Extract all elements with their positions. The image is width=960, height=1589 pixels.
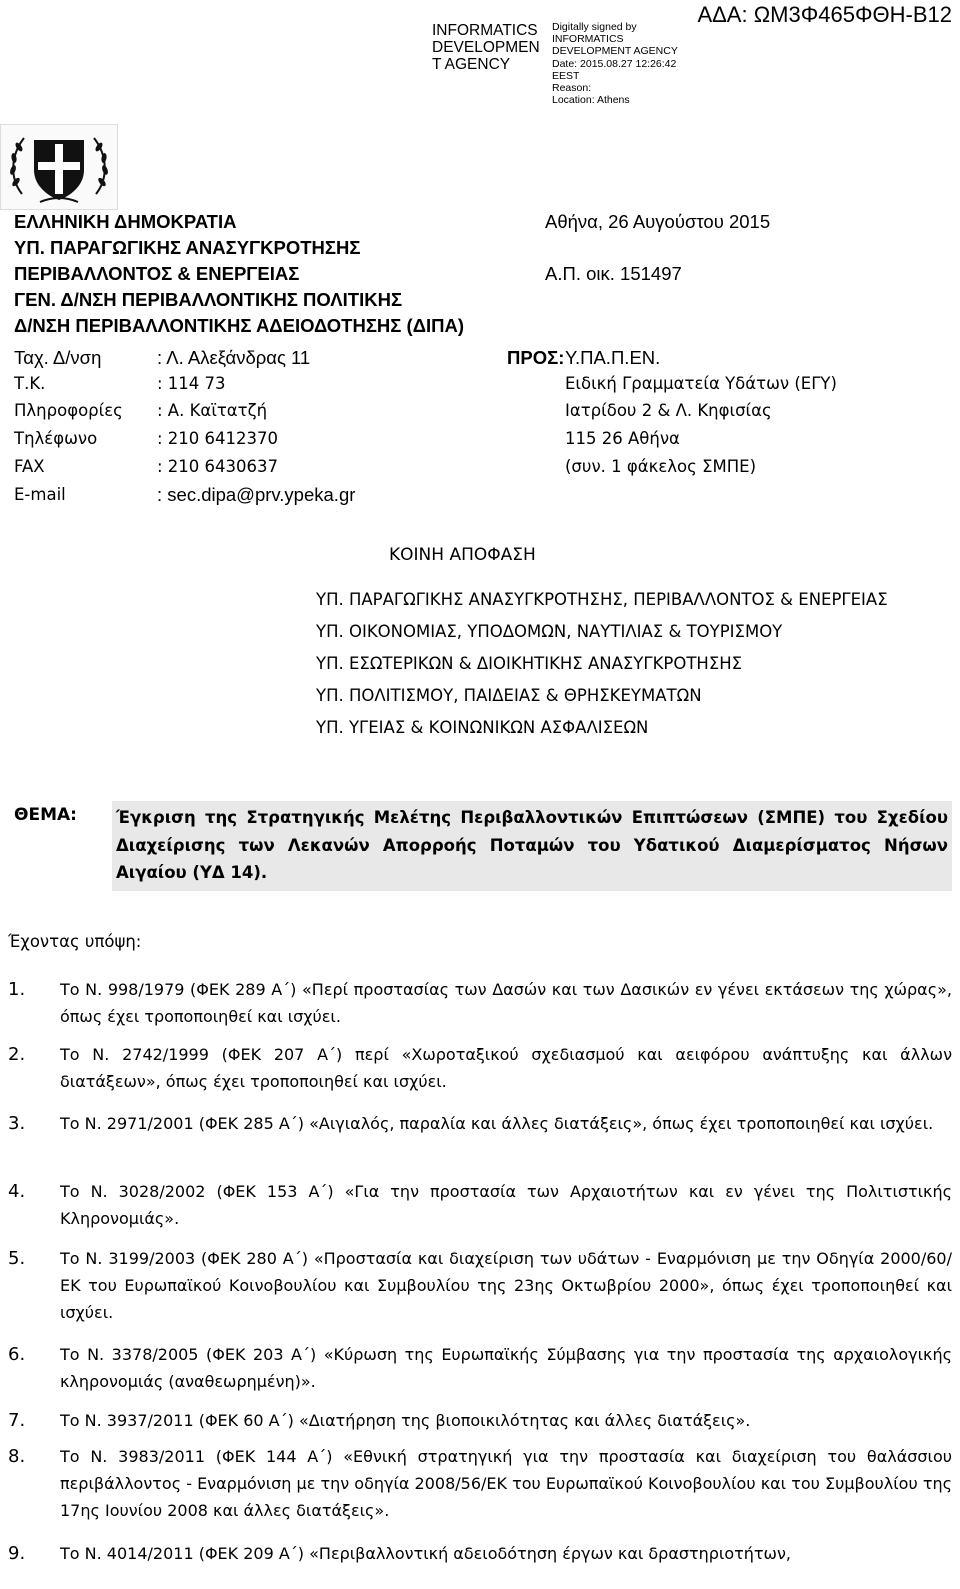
contact-label: FAX (14, 457, 45, 476)
list-item-text: Το Ν. 3983/2011 (ΦΕΚ 144 Α΄) «Εθνική στρατηγική για την προστασία και διαχείριση του θαλάσσιου περιβάλλοντος - Εναρμόνιση με την οδηγία 2008/56/ΕΚ του Ευρωπαϊκού Κοινοβουλίου και του Συμβουλίου της 17ης Ιουνίου 2008 και άλλες διατάξεις». (60, 1447, 952, 1520)
authority-line: Δ/ΝΣΗ ΠΕΡΙΒΑΛΛΟΝΤΙΚΗΣ ΑΔΕΙΟΔΟΤΗΣΗΣ (ΔΙΠΑ) (14, 315, 465, 336)
signature-detail-line: Location: Athens (552, 94, 630, 107)
authority-line: ΠΕΡΙΒΑΛΛΟΝΤΟΣ & ΕΝΕΡΓΕΙΑΣ (14, 263, 300, 284)
signature-details (552, 21, 678, 106)
list-item-number: 3. (8, 1113, 26, 1134)
recipient-line: Ειδική Γραμματεία Υδάτων (ΕΓΥ) (565, 374, 837, 393)
signature-detail-line: Date: 2015.08.27 12:26:42 (552, 57, 677, 70)
contact-label: E-mail (14, 485, 66, 504)
recipient-line: (συν. 1 φάκελος ΣΜΠΕ) (565, 457, 757, 476)
recipient-label: ΠΡΟΣ: (507, 347, 565, 368)
list-item-number: 4. (8, 1181, 26, 1202)
recipient-line: 115 26 Αθήνα (565, 429, 680, 448)
contact-label: Ταχ. Δ/νση (14, 347, 102, 368)
decision-title: ΚΟΙΝΗ ΑΠΟΦΑΣΗ (389, 545, 536, 565)
recipient-line: Υ.ΠΑ.Π.ΕΝ. (565, 347, 661, 368)
list-item-number: 5. (8, 1248, 26, 1269)
coat-of-arms-icon (0, 124, 118, 210)
list-item-text: Το Ν. 3937/2011 (ΦΕΚ 60 Α΄) «Διατήρηση της βιοποικιλότητας και άλλες διατάξεις». (60, 1411, 751, 1430)
authority-line: ΥΠ. ΠΑΡΑΓΩΓΙΚΗΣ ΑΝΑΣΥΓΚΡΟΤΗΣΗΣ (14, 237, 361, 258)
contact-value: : 114 73 (157, 374, 226, 393)
recipient-line: Ιατρίδου 2 & Λ. Κηφισίας (565, 401, 772, 420)
signature-detail-line: EEST (552, 69, 580, 82)
ministry-line: ΥΠ. ΕΣΩΤΕΡΙΚΩΝ & ΔΙΟΙΚΗΤΙΚΗΣ ΑΝΑΣΥΓΚΡΟΤΗΣΗΣ (316, 654, 743, 673)
subject-label: ΘΕΜΑ: (14, 805, 77, 825)
authority-line: ΓΕΝ. Δ/ΝΣΗ ΠΕΡΙΒΑΛΛΟΝΤΙΚΗΣ ΠΟΛΙΤΙΚΗΣ (14, 289, 403, 310)
ministry-line: ΥΠ. ΥΓΕΙΑΣ & ΚΟΙΝΩΝΙΚΩΝ ΑΣΦΑΛΙΣΕΩΝ (316, 718, 649, 737)
list-item-text: Το Ν. 2742/1999 (ΦΕΚ 207 Α΄) περί «Χωροταξικού σχεδιασμού και αειφόρου ανάπτυξης και άλλων διατάξεων», όπως έχει τροποποιηθεί και ισχύει. (60, 1045, 952, 1091)
list-item-number: 8. (8, 1446, 26, 1467)
list-item-text: Το Ν. 998/1979 (ΦΕΚ 289 Α΄) «Περί προστασίας των Δασών και των Δασικών εν γένει εκτάσεων της χώρας», όπως έχει τροποποιηθεί και ισχύει. (60, 980, 952, 1026)
signature-detail-line: Digitally signed by (552, 21, 637, 33)
contact-label: Πληροφορίες (14, 401, 123, 420)
ministry-line: ΥΠ. ΠΑΡΑΓΩΓΙΚΗΣ ΑΝΑΣΥΓΚΡΟΤΗΣΗΣ, ΠΕΡΙΒΑΛΛΟΝΤΟΣ & ΕΝΕΡΓΕΙΑΣ (316, 590, 888, 609)
list-item-number: 9. (8, 1543, 26, 1564)
list-item-number: 7. (8, 1410, 26, 1431)
signature-org-line: T AGENCY (432, 56, 511, 73)
contact-value: : 210 6430637 (157, 457, 279, 476)
list-item-text: Το Ν. 3028/2002 (ΦΕΚ 153 Α΄) «Για την προστασία των Αρχαιοτήτων και εν γένει της Πολιτιστικής Κληρονομιάς». (60, 1182, 952, 1228)
contact-value: : Α. Καϊτατζή (157, 401, 268, 420)
document-date: Αθήνα, 26 Αυγούστου 2015 (545, 211, 771, 232)
contact-value: : Λ. Αλεξάνδρας 11 (157, 347, 311, 368)
contact-label: Τηλέφωνο (14, 429, 98, 448)
contact-value: : 210 6412370 (157, 429, 279, 448)
considering-heading: Έχοντας υπόψη: (8, 932, 142, 951)
ministry-line: ΥΠ. ΠΟΛΙΤΙΣΜΟΥ, ΠΑΙΔΕΙΑΣ & ΘΡΗΣΚΕΥΜΑΤΩΝ (316, 686, 702, 705)
email-link[interactable]: : sec.dipa@prv.ypeka.gr (157, 484, 356, 505)
protocol-number: Α.Π. οικ. 151497 (545, 263, 682, 284)
list-item-text: Το Ν. 4014/2011 (ΦΕΚ 209 Α΄) «Περιβαλλοντική αδειοδότηση έργων και δραστηριοτήτων, (60, 1544, 791, 1563)
list-item-number: 1. (8, 979, 26, 1000)
list-item-number: 2. (8, 1044, 26, 1065)
signature-detail-line: INFORMATICS (552, 33, 624, 46)
list-item-text: Το Ν. 3378/2005 (ΦΕΚ 203 Α΄) «Κύρωση της Ευρωπαϊκής Σύμβασης για την προστασία της αρχαιολογικής κληρονομιάς (αναθεωρημένη)». (60, 1345, 952, 1391)
signature-org-line: INFORMATICS (432, 22, 538, 39)
signature-detail-line: DEVELOPMENT AGENCY (552, 45, 678, 58)
contact-label: Τ.Κ. (14, 374, 46, 393)
signature-organization (432, 22, 540, 73)
signature-org-line: DEVELOPMEN (432, 39, 540, 56)
list-item-number: 6. (8, 1344, 26, 1365)
ada-code: ΑΔΑ: ΩΜ3Φ465ΦΘΗ-Β12 (697, 2, 952, 27)
subject-text: Έγκριση της Στρατηγικής Μελέτης Περιβαλλοντικών Επιπτώσεων (ΣΜΠΕ) του Σχεδίου Διαχείρισης των Λεκανών Απορροής Ποταμών του Υδατικού Διαμερίσματος Νήσων Αιγαίου (ΥΔ 14). (116, 808, 948, 882)
list-item-text: Το Ν. 3199/2003 (ΦΕΚ 280 Α΄) «Προστασία και διαχείριση των υδάτων - Εναρμόνιση με την Οδηγία 2000/60/ΕΚ του Ευρωπαϊκού Κοινοβουλίου και Συμβουλίου της 23ης Οκτωβρίου 2000», όπως έχει τροποποιηθεί και ισχύει. (60, 1249, 952, 1322)
signature-detail-line: Reason: (552, 82, 592, 95)
list-item-text: Το Ν. 2971/2001 (ΦΕΚ 285 Α΄) «Αιγιαλός, παραλία και άλλες διατάξεις», όπως έχει τροποποιηθεί και ισχύει. (60, 1114, 934, 1133)
ministry-line: ΥΠ. ΟΙΚΟΝΟΜΙΑΣ, ΥΠΟΔΟΜΩΝ, ΝΑΥΤΙΛΙΑΣ & ΤΟΥΡΙΣΜΟΥ (316, 622, 783, 641)
authority-line: ΕΛΛΗΝΙΚΗ ΔΗΜΟΚΡΑΤΙΑ (14, 211, 237, 232)
